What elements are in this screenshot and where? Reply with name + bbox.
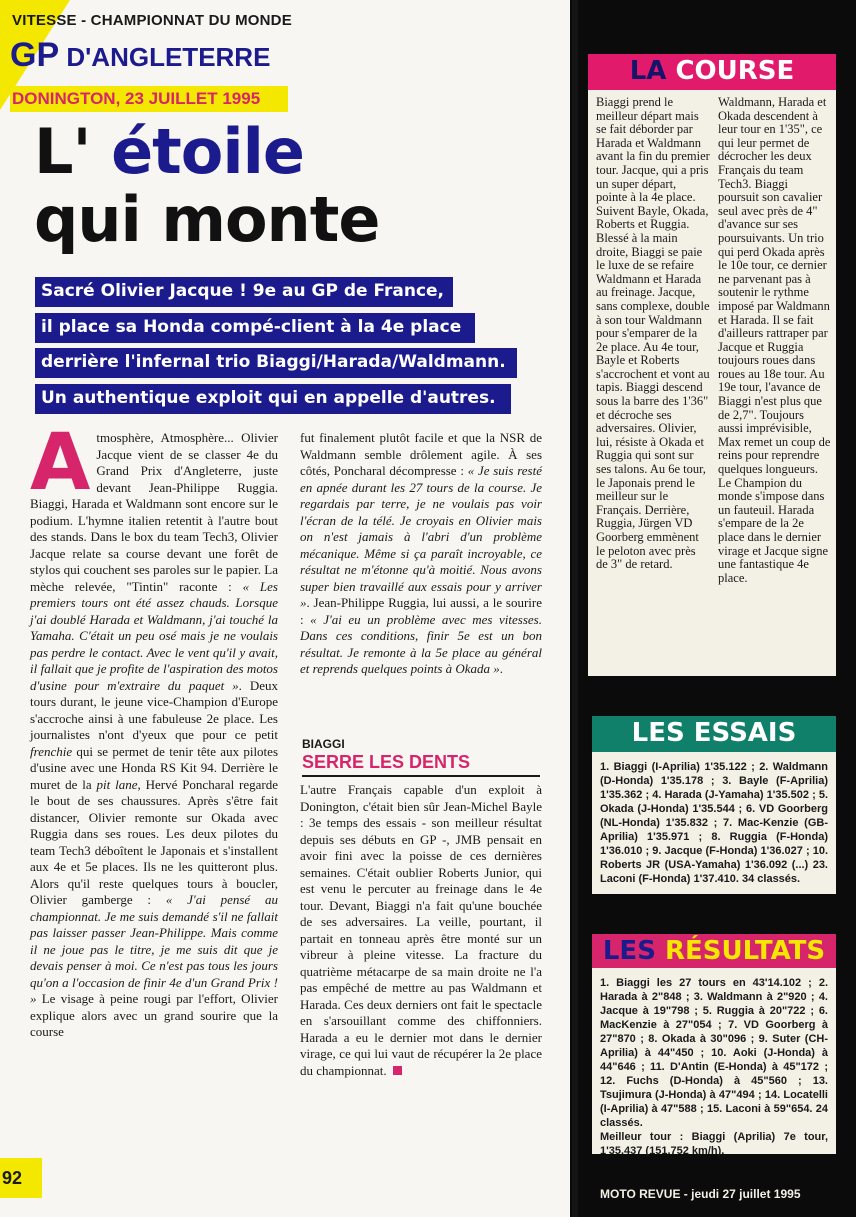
col1-text-6: , Hervé Poncharal regarde le bout de ses chaussures. Après s'être fait distancer, Olivier remonte sur Okada avec Ruggia dans ses roues. Les deux pilotes du team Tech3 déboîtent le Japonais et s'installent aux 4e et 5e places. Ils ne les quitteront plus. Alors qu'il reste quelques tours à boucler, Olivier gamberge : — [30, 776, 279, 907]
col1-quote-7: « J'ai pensé au championnat. Je me suis demandé s'il ne fallait pas laisser passer Jean-Philippe. Mais comme il ne joue pas le titre, je me suis dit que je devais penser à moi. Ce n'est pas tous les jours qu'on a l'occasion de finir 4e d'un Grand Prix ! » — [30, 892, 278, 1006]
col1-text-4: qui se permet de tenir tête aux pilotes d'usine avec une Honda RS Kit 94. Derrière le muret de la — [30, 743, 278, 792]
date-banner: DONINGTON, 23 JUILLET 1995 — [10, 86, 288, 112]
resultats-title-les: LES — [602, 936, 656, 966]
subhead-line-2: il place sa Honda compé-client à la 4e place — [35, 313, 475, 343]
drop-cap: A — [30, 418, 91, 508]
section-label: VITESSE - CHAMPIONNAT DU MONDE — [12, 12, 292, 29]
essais-title: LES ESSAIS — [592, 716, 836, 752]
subhead-line-1: Sacré Olivier Jacque ! 9e au GP de France, — [35, 277, 453, 307]
col1-quote-5: pit lane — [96, 776, 138, 792]
col1-text-2: . Deux tours durant, le jeune vice-Champion d'Europe s'accroche ainsi à une fabuleuse 2e place. Les journalistes n'ont d'yeux que pour ce petit — [30, 677, 278, 742]
col3-text: L'autre Français capable d'un exploit à Donington, c'était bien sûr Jean-Michel Bayle : 3e temps des essais - son meilleur résultat depuis ses débuts en GP -, JMB pensait en avoir fini avec la poisse de ces dernières semaines. C'était oublier Roberts Junior, qui est venu le percuter au freinage dans le 4e tour. Devant, Biaggi n'a fait qu'une bouchée de ses adversaires. La veille, pourtant, il partait en tonneau après être monté sur un vibreur à pleine vitesse. La fracture du quatrième métacarpe de sa main droite ne l'a pas empêché de mettre au pas Waldmann et Harada. Ces deux derniers ont fait le spectacle en s'arsouillant comme des chiffonniers. Harada a eu le dernier mot dans le dernier virage, ce qui lui vaut de récupérer la 2e place du championnat. — [300, 782, 542, 1078]
headline-word-blue: étoile — [111, 115, 304, 188]
col2-text-4: . — [499, 661, 504, 676]
gp-title — [10, 36, 270, 75]
article-column-2 — [300, 430, 542, 730]
headline — [34, 115, 380, 256]
headline-prefix: L' — [34, 115, 91, 188]
col2-quote-3: « J'ai eu un problème avec mes vitesses. Dans ces conditions, finir 5e est un bon résultat. Je remonte à la 5e place au général et reprends quelques points à Okada » — [300, 611, 542, 676]
side-heading-small: BIAGGI — [302, 737, 345, 751]
resultats-text: 1. Biaggi les 27 tours en 43'14.102 ; 2. Harada à 2"848 ; 3. Waldmann à 2"920 ; 4. Jacque à 19"798 ; 5. Ruggia à 20"722 ; 6. MacKenzie à 27"054 ; 7. VD Goorberg à 27"870 ; 8. Okada à 30"096 ; 9. Suter (CH-Aprilia) à 44"450 ; 10. Aoki (J-Honda) à 44"646 ; 11. D'Antin (E-Honda) à 45"172 ; 12. Fuchs (D-Honda) à 45"560 ; 13. Tsujimura (J-Honda) à 47"494 ; 14. Locatelli (I-Aprilia) à 47"588 ; 15. Laconi à 59"654. 24 classés. — [600, 977, 828, 1129]
page-number: 92 — [0, 1158, 42, 1198]
side-heading: SERRE LES DENTS — [302, 752, 540, 777]
col2-quote-1: « Je suis resté en apnée durant les 27 tours de la course. Je regardais par terre, je ne voulais pas voir l'écran de la télé. Je croyais en Olivier mais on n'est jamais à l'abri d'un problème mécanique. Même si ça paraît incroyable, ce résultat ne m'étonne qu'à moitié. Nous avons super bien travaillé aux essais pour y arriver » — [300, 463, 542, 610]
subhead-line-4: Un authentique exploit qui en appelle d'autres. — [35, 384, 511, 414]
sidebar-edge — [572, 0, 578, 1217]
event-name: D'ANGLETERRE — [59, 42, 271, 72]
resultats-title-rest: RÉSULTATS — [655, 936, 826, 966]
course-box — [588, 90, 836, 676]
subhead-line-3: derrière l'infernal trio Biaggi/Harada/Waldmann. — [35, 348, 517, 378]
headline-line2: qui monte — [34, 183, 380, 256]
course-title-la: LA — [629, 56, 667, 86]
resultats-box — [592, 968, 836, 1157]
essais-box: 1. Biaggi (I-Aprilia) 1'35.122 ; 2. Waldmann (D-Honda) 1'35.178 ; 3. Bayle (F-Aprilia) 1'35.362 ; 4. Harada (J-Yamaha) 1'35.502 ; 5. Okada (J-Honda) 1'35.544 ; 6. VD Goorberg (NL-Honda) 1'35.832 ; 7. Mac-Kenzie (GB-Aprilia) 1'35.971 ; 8. Ruggia (F-Honda) 1'36.010 ; 9. Jacque (F-Honda) 1'36.027 ; 10. Roberts JR (USA-Yamaha) 1'36.092 (...) 23. Laconi (F-Honda) 1'37.410. 34 classés. — [592, 752, 836, 894]
gp-label: GP — [10, 36, 60, 74]
end-mark — [393, 1066, 402, 1075]
col1-quote-3: frenchie — [30, 743, 73, 759]
article-column-1 — [30, 418, 279, 1150]
footer: MOTO REVUE - jeudi 27 juillet 1995 — [600, 1187, 801, 1201]
course-title — [588, 54, 836, 90]
col2-text-0: fut finalement plutôt facile et que la NSR de Waldmann semble drôlement agile. À ses côtés, Poncharal décompresse : — [300, 430, 542, 478]
course-column-2: Waldmann, Harada et Okada descendent à leur tour en 1'35", ce qui leur permet de décrocher les deux Français du team Tech3. Biaggi poursuit son cavalier seul avec près de 4" d'avance sur ses poursuivants. Un trio qui perd Okada après le 10e tour, ce dernier ne parvenant pas à soutenir le rythme imposé par Waldmann et Harada. Il se fait d'ailleurs rattraper par Jacque et Ruggia toujours roues dans roues au 18e tour. Au 19e tour, l'avance de Biaggi n'est plus que de 2,7". Toujours aussi imprévisible, Max remet un coup de reins pour reprendre quelques longueurs. Le Champion du monde s'impose dans un fauteuil. Harada s'empare de la 2e place dans le dernier virage et Jacque signe une fantastique 4e place. — [718, 95, 831, 585]
col1-text-0: tmosphère, Atmosphère... Olivier Jacque vient de se classer 4e du Grand Prix d'Angleterre, juste devant Jean-Philippe Ruggia. Biaggi, Harada et Waldmann sont encore sur le podium. L'hymne italien retentit à l'autre bout des stands. Dans le box du team Tech3, Olivier Jacque relate sa course devant une forêt de stylos qui couchent ses paroles sur le papier. La mèche relevée, "Tintin" raconte : — [30, 430, 278, 594]
col1-quote-1: « Les premiers tours ont été assez chauds. Lorsque j'ai doublé Harada et Waldmann, j'ai touché la Yamaha. C'était un peu osé mais je ne voulais pas perdre le contact. Avec le vent qu'il y avait, il fallait que je profite de l'aspiration des motos d'usine pour m'extraire du paquet » — [30, 578, 278, 693]
col2-text-2: . Jean-Philippe Ruggia, lui aussi, a le sourire : — [300, 595, 542, 627]
resultats-title — [592, 934, 836, 968]
col1-text-8: Le visage à peine rougi par l'effort, Olivier explique alors avec un grand sourire que la course — [30, 991, 278, 1039]
best-lap: Meilleur tour : Biaggi (Aprilia) 7e tour, 1'35.437 (151.752 km/h). — [600, 1131, 828, 1157]
article-column-3 — [300, 782, 542, 1152]
course-column-1: Biaggi prend le meilleur départ mais se fait déborder par Harada et Waldmann avant la fin du premier tour. Jacque, qui a pris un super départ, pointe à la 4e place. Suivent Bayle, Okada, Roberts et Ruggia. Blessé à la main droite, Biaggi se paie le luxe de se refaire Waldmann et Harada au freinage. Jacque, sans complexe, double à son tour Waldmann pour s'emparer de la 2e place. Au 4e tour, Bayle et Roberts s'accrochent et vont au tapis. Biaggi descend sous la barre des 1'36" et décroche ses adversaires. Olivier, lui, résiste à Okada et Ruggia qui sont sur ses talons. Au 6e tour, le Japonais prend le meilleur sur le Français. Derrière, Ruggia, Jürgen VD Goorberg emmènent le peloton avec près de 3" de retard. — [596, 95, 710, 572]
course-title-rest: COURSE — [666, 56, 795, 86]
